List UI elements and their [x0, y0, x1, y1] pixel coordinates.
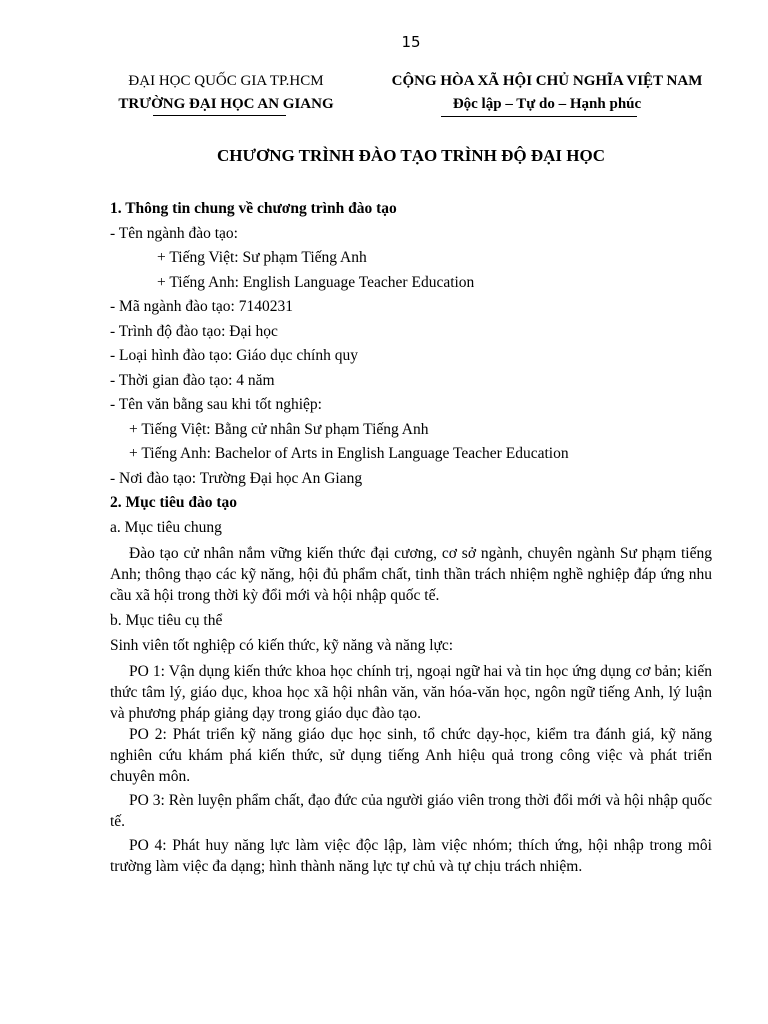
page-number: 15	[401, 33, 421, 51]
national-motto-block	[382, 70, 712, 116]
specific-objective-intro: Sinh viên tốt nghiệp có kiến thức, kỹ năng và năng lực:	[110, 636, 454, 654]
national-motto: Độc lập – Tự do – Hạnh phúc	[452, 96, 642, 112]
university-name: ĐẠI HỌC QUỐC GIA TP.HCM	[128, 73, 324, 89]
objective-po1: PO 1: Vận dụng kiến thức khoa học chính trị, ngoại ngữ hai và tin học ứng dụng cơ bản; kiến thức tâm lý, giáo dục, khoa học xã hội nhân văn, văn hóa-văn học, ngôn ngữ tiếng Anh, lý luận và phương pháp giảng dạy trong giáo dục đào tạo.	[110, 663, 712, 722]
school-name: TRƯỜNG ĐẠI HỌC AN GIANG	[118, 96, 334, 112]
general-objective-text: Đào tạo cử nhân nắm vững kiến thức đại cương, cơ sở ngành, chuyên ngành Sư phạm tiếng Anh; thông thạo các kỹ năng, hội đủ phẩm chất, tinh thần trách nhiệm nghề nghiệp đáp ứng nhu cầu xã hội trong thời kỳ đổi mới và hội nhập quốc tế.	[110, 545, 712, 604]
degree-label: - Tên văn bằng sau khi tốt nghiệp:	[110, 396, 322, 413]
program-code: - Mã ngành đào tạo: 7140231	[110, 298, 293, 315]
section2-heading: 2. Mục tiêu đào tạo	[110, 494, 238, 511]
program-name-vi: + Tiếng Việt: Sư phạm Tiếng Anh	[157, 249, 367, 266]
institution-block	[110, 70, 342, 116]
document-title: CHƯƠNG TRÌNH ĐÀO TẠO TRÌNH ĐỘ ĐẠI HỌC	[216, 146, 606, 165]
institution-underline	[153, 115, 286, 116]
section1-heading: 1. Thông tin chung về chương trình đào tạo	[110, 200, 397, 217]
program-name-label: - Tên ngành đào tạo:	[110, 224, 238, 242]
objective-po3: PO 3: Rèn luyện phẩm chất, đạo đức của người giáo viên trong thời đổi mới và hội nhập quốc tế.	[110, 792, 712, 830]
training-place: - Nơi đào tạo: Trường Đại học An Giang	[110, 469, 363, 487]
program-name-en: + Tiếng Anh: English Language Teacher Education	[157, 273, 475, 291]
objective-po2: PO 2: Phát triển kỹ năng giáo dục học sinh, tổ chức dạy-học, kiểm tra đánh giá, kỹ năng nghiên cứu khám phá kiến thức, sử dụng tiếng Anh hiệu quả trong công việc và phát triển chuyên môn.	[110, 726, 712, 785]
objective-po4: PO 4: Phát huy năng lực làm việc độc lập, làm việc nhóm; thích ứng, hội nhập trong môi trường làm việc đa dạng; hình thành năng lực tự chủ và tự chịu trách nhiệm.	[110, 837, 712, 875]
specific-objective-label: b. Mục tiêu cụ thể	[110, 612, 223, 629]
motto-underline	[441, 116, 637, 117]
program-level: - Trình độ đào tạo: Đại học	[110, 322, 278, 340]
degree-vi: + Tiếng Việt: Bằng cử nhân Sư phạm Tiếng Anh	[129, 420, 429, 438]
general-objective-label: a. Mục tiêu chung	[110, 518, 222, 536]
program-duration: - Thời gian đào tạo: 4 năm	[110, 371, 275, 389]
document-body	[110, 197, 712, 877]
program-type: - Loại hình đào tạo: Giáo dục chính quy	[110, 347, 358, 364]
degree-en: + Tiếng Anh: Bachelor of Arts in English Language Teacher Education	[129, 445, 569, 462]
country-name: CỘNG HÒA XÃ HỘI CHỦ NGHĨA VIỆT NAM	[391, 73, 703, 89]
